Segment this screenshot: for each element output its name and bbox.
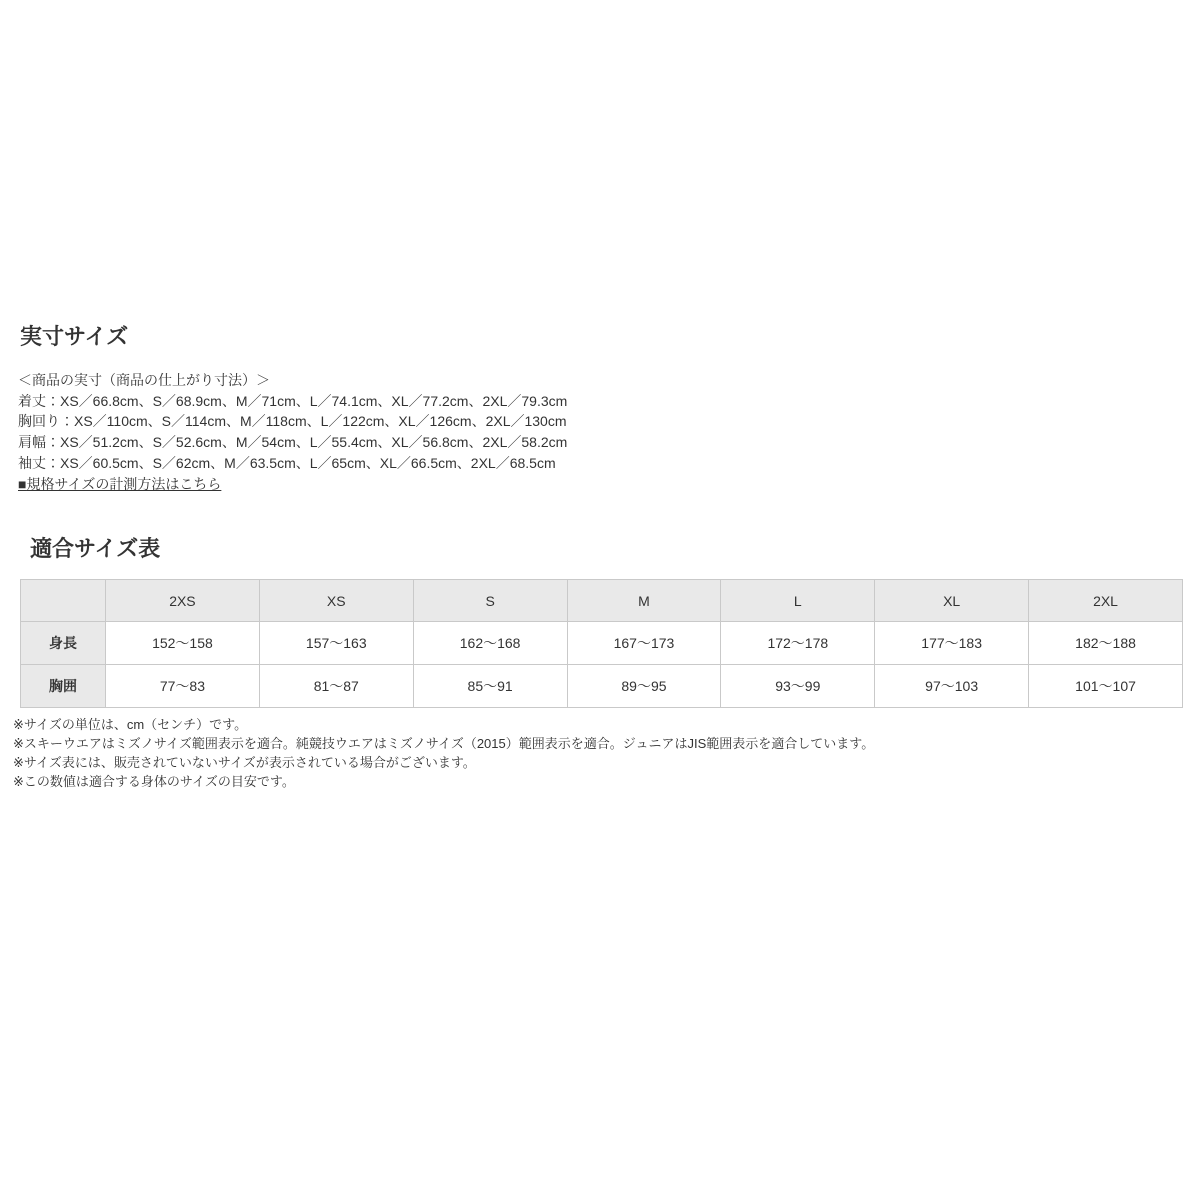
measurement-line-chest: 胸回り：XS／110cm、S／114cm、M／118cm、L／122cm、XL／126cm、2XL／130cm: [18, 413, 567, 430]
table-cell: 177～183: [875, 622, 1029, 665]
measurement-line-shoulder-width: 肩幅：XS／51.2cm、S／52.6cm、M／54cm、L／55.4cm、XL／56.8cm、2XL／58.2cm: [18, 434, 568, 451]
actual-size-section: [0, 326, 1200, 494]
size-column-header-xl: XL: [875, 580, 1029, 622]
size-column-header-2xl: 2XL: [1029, 580, 1183, 622]
row-label-chest: 胸囲: [21, 665, 106, 708]
note-unit: ※サイズの単位は、cm（センチ）です。: [13, 717, 248, 733]
table-cell: 97～103: [875, 665, 1029, 708]
fit-size-heading: 適合サイズ表: [30, 536, 161, 562]
size-column-header-m: M: [567, 580, 721, 622]
table-cell: 172～178: [721, 622, 875, 665]
table-cell: 182～188: [1029, 622, 1183, 665]
size-header-row: [21, 580, 1183, 622]
table-cell: 93～99: [721, 665, 875, 708]
actual-size-heading: 実寸サイズ: [20, 324, 129, 349]
table-cell: 85～91: [413, 665, 567, 708]
size-column-header-l: L: [721, 580, 875, 622]
actual-size-text-block: [18, 370, 1200, 494]
table-cell: 89～95: [567, 665, 721, 708]
table-row-height: [21, 622, 1183, 665]
table-cell: 101～107: [1029, 665, 1183, 708]
table-cell: 162～168: [413, 622, 567, 665]
square-bullet-icon: ■: [18, 475, 27, 492]
fit-size-section: [0, 538, 1200, 791]
table-row-chest: [21, 665, 1183, 708]
table-cell: 157～163: [259, 622, 413, 665]
measurement-method-link[interactable]: [18, 474, 221, 495]
measurement-line-body-length: 着丈：XS／66.8cm、S／68.9cm、M／71cm、L／74.1cm、XL／77.2cm、2XL／79.3cm: [18, 392, 568, 409]
fit-size-table: [20, 579, 1183, 708]
note-range-standard: ※スキーウエアはミズノサイズ範囲表示を適合。純競技ウエアはミズノサイズ（2015）範囲表示を適合。ジュニアはJIS範囲表示を適合しています。: [13, 736, 875, 752]
note-guideline: ※この数値は適合する身体のサイズの目安です。: [13, 773, 295, 789]
table-cell: 77～83: [106, 665, 260, 708]
table-cell: 167～173: [567, 622, 721, 665]
measurement-method-link-row: [18, 474, 1200, 495]
measurement-method-link-label: 規格サイズの計測方法はこちら: [26, 475, 222, 492]
row-label-height: 身長: [21, 622, 106, 665]
table-cell: 152～158: [106, 622, 260, 665]
size-column-header-xs: XS: [259, 580, 413, 622]
measurement-line-sleeve-length: 袖丈：XS／60.5cm、S／62cm、M／63.5cm、L／65cm、XL／66.5cm、2XL／68.5cm: [18, 454, 556, 471]
size-notes: [13, 716, 1200, 791]
table-cell: 81～87: [259, 665, 413, 708]
size-column-header-s: S: [413, 580, 567, 622]
product-dimensions-intro: ＜商品の実寸（商品の仕上がり寸法）＞: [18, 372, 270, 388]
size-column-header-2xs: 2XS: [106, 580, 260, 622]
corner-cell: [21, 580, 106, 622]
note-unsold-sizes: ※サイズ表には、販売されていないサイズが表示されている場合がございます。: [13, 754, 476, 770]
